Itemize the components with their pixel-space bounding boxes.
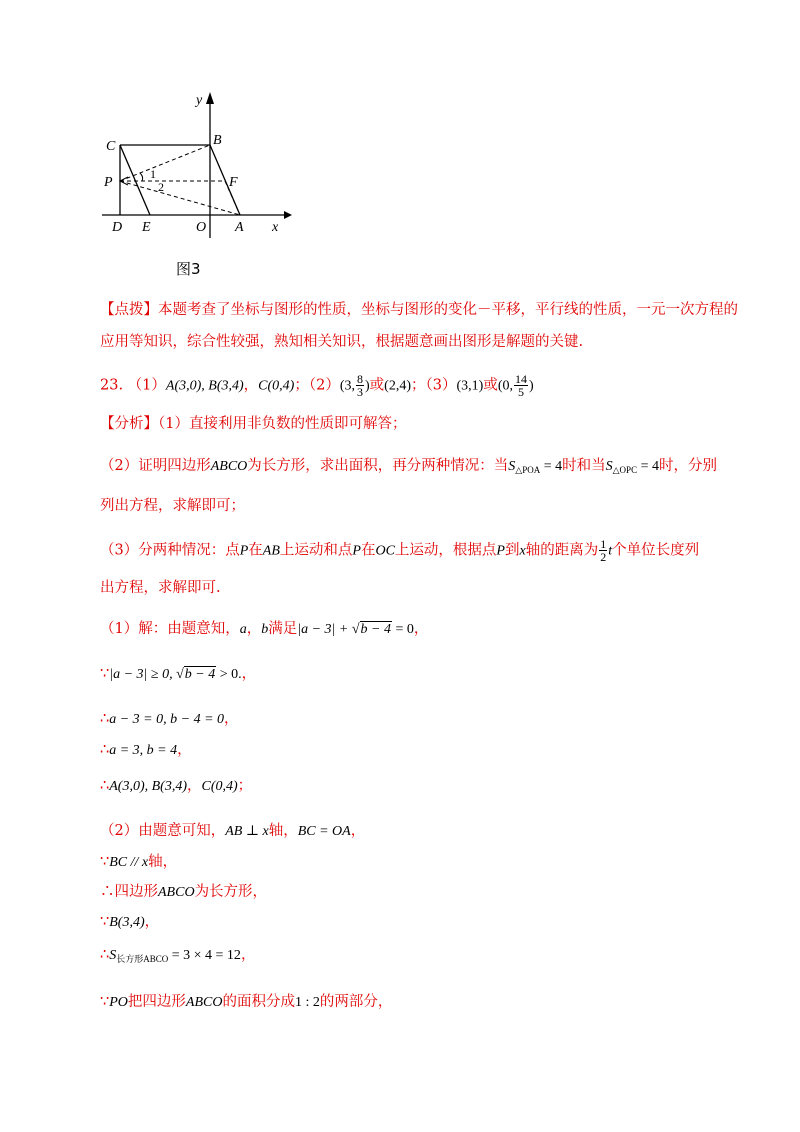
sqrt-content: b − 4 [184, 667, 216, 682]
sqrt-sign: √ [176, 667, 184, 682]
tip-tag: 【点拨】 [100, 302, 158, 318]
analysis-line-2 [100, 456, 717, 480]
figure-caption: 图3 [176, 260, 201, 278]
analysis-text-4a: （3）分两种情况：点 [100, 542, 240, 559]
area-subscript: 长方形ABCO [116, 954, 169, 964]
analysis-text-4m: 轴的距离为 [525, 542, 599, 559]
solution-line-2 [100, 664, 256, 685]
answer-point-1-post: ) [365, 378, 370, 394]
segment-oc: OC [375, 543, 395, 559]
question-number: 23. [100, 377, 124, 394]
label-c: C [106, 139, 116, 154]
solution-line-10 [100, 945, 255, 969]
point-p: P [352, 543, 361, 559]
label-p: P [104, 175, 113, 190]
answer-point-1-fraction [356, 373, 364, 398]
answer-point-3: (3,1) [456, 378, 484, 394]
answer-point-4-post: ) [528, 378, 534, 394]
coords-ab: A(3,0), B(3,4) [109, 779, 187, 794]
solution-text: 把四边形 [127, 994, 186, 1010]
perpendicular-expr: AB ⊥ x [225, 824, 269, 839]
solution-text: （2）由题意可知， [100, 823, 226, 839]
analysis-line-4 [100, 538, 699, 563]
label-x: x [272, 220, 279, 235]
solution-text: 轴， [148, 854, 178, 870]
solution-comma: ， [187, 778, 202, 794]
variable-t: t [608, 543, 613, 559]
fraction-numerator: 1 [600, 537, 607, 551]
solution-line-3 [100, 709, 239, 730]
solution-comma: ， [177, 742, 192, 758]
coords-b: B(3,4) [109, 915, 145, 930]
tip-line-1 [100, 300, 738, 320]
analysis-text-4o: 个单位长度列 [612, 542, 700, 559]
answer-point-1-pre: (3, [339, 378, 355, 394]
area-subscript: △OPC [612, 465, 638, 475]
axis-x: x [519, 543, 526, 559]
answer-point-4-pre: (0, [497, 378, 513, 394]
solution-line-6 [100, 821, 365, 842]
point-p: P [239, 543, 249, 559]
analysis-tag: 【分析】 [100, 416, 158, 432]
because-symbol: ∵ [100, 666, 110, 682]
tip-text-1: 本题考查了坐标与图形的性质，坐标与图形的变化－平移，平行线的性质，一元一次方程的 [158, 302, 738, 318]
shape-abco: ABCO [210, 459, 248, 474]
solution-comma: ， [240, 947, 256, 963]
sqrt-sign: √ [351, 622, 360, 637]
equal-expr: BC = OA [297, 824, 351, 839]
solution-comma: ， [241, 666, 257, 682]
segment-ab: AB [262, 543, 280, 559]
solution-text: 四边形 [114, 884, 158, 900]
label-d: D [112, 220, 123, 235]
ratio: 1 : 2 [294, 995, 320, 1010]
half-fraction [599, 538, 607, 563]
area-calculation: = 3 × 4 = 12 [168, 948, 241, 963]
solution-text: 满足 [268, 621, 298, 637]
analysis-line-5 [100, 578, 221, 598]
analysis-text-4e: 上运动和点 [279, 542, 353, 559]
because-symbol: ∵ [100, 994, 110, 1010]
solution-comma: ， [350, 823, 366, 839]
coords-c: C(0,4) [201, 779, 238, 794]
equation-rhs: = 0 [391, 622, 414, 637]
angle-arc [140, 173, 143, 181]
fraction-denominator: 3 [357, 385, 363, 399]
analysis-text-4g: 在 [360, 542, 376, 559]
solution-line-7 [100, 852, 177, 873]
segment-ce [120, 145, 150, 215]
solution-line-8 [100, 882, 267, 903]
label-a: A [235, 220, 244, 235]
analysis-line-1 [100, 414, 406, 434]
answer-part-1: （1） [127, 377, 166, 394]
answer-sep-2: ； [411, 377, 426, 394]
analysis-text-5: 出方程，求解即可. [100, 580, 221, 596]
solution-comma: ， [224, 711, 239, 727]
solution-text: （1）解：由题意知， [100, 621, 240, 637]
tip-line-2 [100, 332, 583, 352]
therefore-symbol: ∴ [100, 778, 110, 794]
label-y: y [196, 93, 203, 108]
inequality-abs: |a − 3| ≥ 0, [109, 667, 177, 682]
solution-text: 轴， [268, 823, 298, 839]
shape-abco: ABCO [185, 995, 223, 1010]
answer-part-2: （2） [308, 377, 340, 394]
variable-b: b [261, 622, 269, 637]
label-angle-1: 1 [150, 167, 156, 181]
answer-point-2: (2,4) [384, 378, 411, 394]
fraction-numerator: 8 [357, 372, 363, 386]
solution-comma: ， [413, 621, 429, 637]
analysis-text-2i: 时，分别 [658, 458, 717, 474]
parallel-expr: BC // x [109, 855, 149, 870]
because-symbol: ∵ [100, 914, 110, 930]
label-f: F [229, 175, 238, 190]
therefore-symbol: ∴ [100, 742, 110, 758]
because-symbol: ∵ [100, 854, 110, 870]
analysis-line-3 [100, 496, 245, 516]
solution-line-9 [100, 912, 159, 933]
point-p: P [496, 543, 505, 559]
analysis-text-1: （1）直接利用非负数的性质即可解答； [158, 416, 407, 432]
answer-or-1: 或 [369, 377, 385, 394]
inequality-rhs: > 0. [216, 667, 242, 682]
values-ab: a = 3, b = 4 [109, 743, 178, 758]
solution-comma: ， [246, 621, 262, 637]
answer-sep-1: ； [294, 377, 309, 394]
answer-or-2: 或 [483, 377, 498, 394]
geometry-figure [92, 88, 302, 238]
answer-point-4-fraction [514, 373, 528, 398]
area-value: = 4 [637, 459, 659, 474]
shape-abco: ABCO [158, 885, 195, 900]
analysis-text-4i: 上运动，根据点 [394, 542, 497, 559]
label-o: O [196, 220, 207, 235]
label-angle-2: 2 [158, 180, 164, 194]
analysis-text-4k: 到 [504, 542, 520, 559]
answer-comma: ， [243, 377, 259, 394]
label-e: E [142, 220, 151, 235]
label-b: B [213, 133, 222, 148]
variable-a: a [239, 622, 247, 637]
solution-line-4 [100, 740, 192, 761]
answer-ab: A(3,0), B(3,4) [165, 378, 244, 394]
abs-expression: |a − 3| + [297, 622, 352, 637]
therefore-symbol: ∴ [100, 884, 115, 900]
solution-text: 的面积分成 [222, 994, 295, 1010]
therefore-symbol: ∴ [100, 947, 110, 963]
x-axis-arrow [284, 211, 292, 219]
area-value: = 4 [540, 459, 563, 474]
solution-line-1 [100, 619, 428, 640]
y-axis-arrow [206, 92, 214, 104]
sqrt-content: b − 4 [360, 622, 391, 637]
tip-text-2: 应用等知识，综合性较强，熟知相关知识，根据题意画出图形是解题的关键. [100, 334, 584, 350]
therefore-symbol: ∴ [100, 711, 110, 727]
answer-c: C(0,4) [258, 378, 295, 394]
area-symbol: S [508, 459, 516, 474]
solution-text: 的两部分， [319, 994, 393, 1010]
analysis-text-2a: （2）证明四边形 [100, 458, 211, 474]
answer-line [100, 373, 534, 398]
fraction-denominator: 2 [600, 550, 607, 564]
equations-zero: a − 3 = 0, b − 4 = 0 [109, 712, 225, 727]
solution-text: 为长方形， [194, 884, 268, 900]
analysis-text-2c: 为长方形，求出面积，再分两种情况：当 [247, 458, 509, 474]
solution-line-11 [100, 992, 392, 1013]
analysis-text-3: 列出方程，求解即可； [100, 498, 245, 514]
area-subscript: △POA [515, 465, 541, 475]
fraction-denominator: 5 [517, 385, 524, 399]
fraction-numerator: 14 [514, 372, 527, 386]
segment-po: PO [109, 995, 128, 1010]
area-symbol: S [605, 459, 613, 474]
analysis-text-2f: 时和当 [562, 458, 606, 474]
analysis-text-4c: 在 [248, 542, 263, 559]
solution-comma: ， [144, 914, 160, 930]
segment-pb [120, 145, 210, 181]
area-symbol: S [109, 948, 117, 963]
answer-part-3: （3） [425, 377, 457, 394]
solution-semicolon: ； [237, 778, 253, 794]
solution-line-5 [100, 776, 252, 797]
